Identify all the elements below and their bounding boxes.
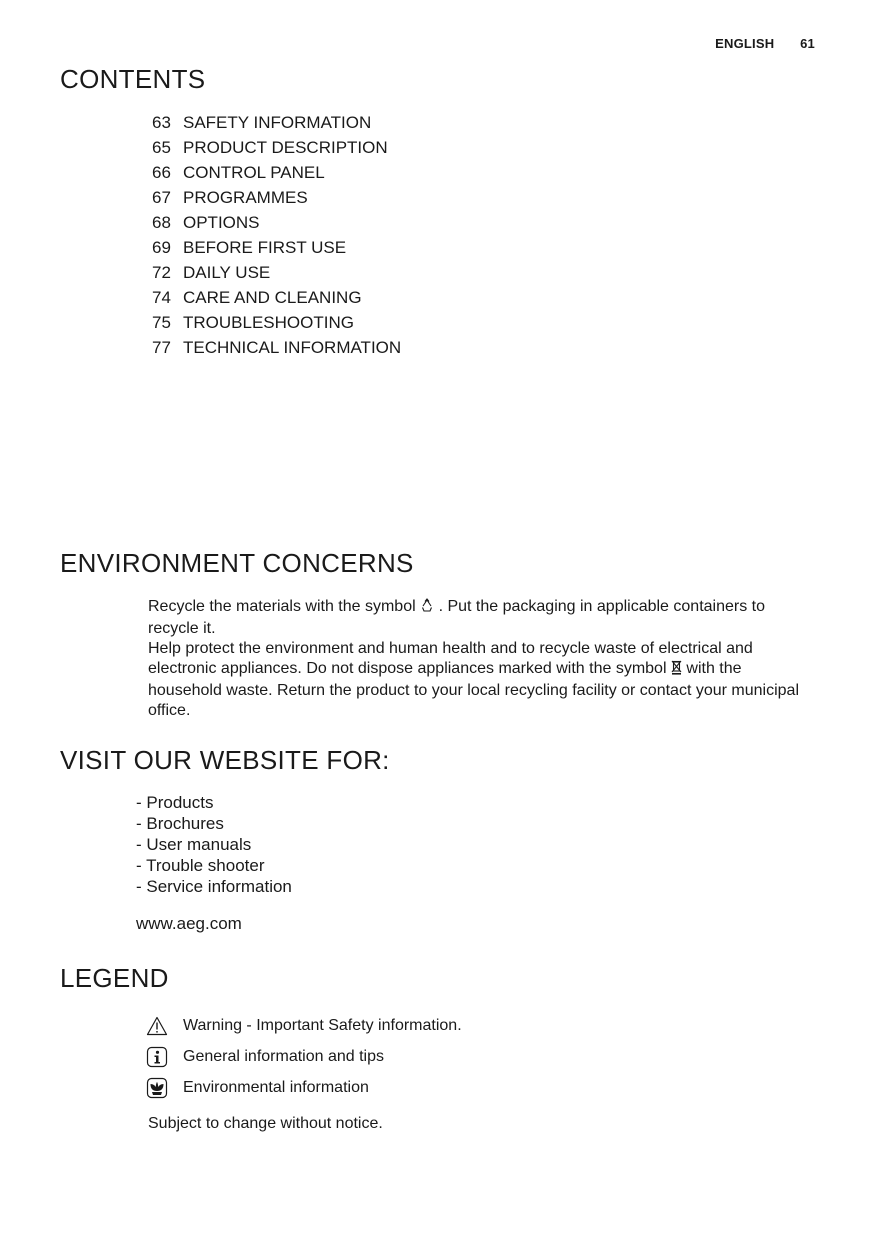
toc-item[interactable] [152, 137, 401, 162]
toc-page: 77 [152, 338, 171, 357]
toc-page: 75 [152, 313, 171, 332]
toc-page: 67 [152, 188, 171, 207]
toc-item[interactable] [152, 337, 401, 362]
toc-item[interactable] [152, 187, 401, 212]
crossed-bin-icon [671, 659, 682, 681]
toc-label: BEFORE FIRST USE [183, 238, 347, 257]
environment-icon [146, 1077, 168, 1099]
toc-item[interactable] [152, 312, 401, 337]
toc-label: PROGRAMMES [183, 188, 308, 207]
list-item: - Trouble shooter [136, 856, 265, 875]
toc-item[interactable] [152, 212, 401, 237]
toc-item[interactable] [152, 262, 401, 287]
legend-text: General information and tips [183, 1047, 384, 1065]
contents-list [152, 112, 401, 362]
list-item: - Products [136, 793, 214, 812]
environment-text-2b: with the household waste. Return the product to your local recycling facility or contact your municipal office. [148, 660, 799, 719]
legend-text: Environmental information [183, 1078, 369, 1096]
toc-label: TECHNICAL INFORMATION [183, 338, 402, 357]
environment-title: ENVIRONMENT CONCERNS [60, 548, 414, 578]
list-item: - Brochures [136, 814, 224, 833]
toc-item[interactable] [152, 162, 401, 187]
legend-list [146, 1010, 462, 1103]
toc-page: 63 [152, 113, 171, 132]
toc-page: 74 [152, 288, 171, 307]
toc-label: TROUBLESHOOTING [183, 313, 354, 332]
legend-item [146, 1010, 462, 1041]
environment-text [148, 597, 813, 721]
environment-text-1a: Recycle the materials with the symbol [148, 598, 416, 615]
language-label: ENGLISH [715, 36, 775, 51]
toc-item[interactable] [152, 287, 401, 312]
contents-title: CONTENTS [60, 64, 206, 94]
website-list [136, 792, 292, 897]
legend-title: LEGEND [60, 963, 169, 993]
list-item: - Service information [136, 877, 292, 896]
recycle-icon [420, 598, 434, 619]
legend-item [146, 1041, 462, 1072]
toc-item[interactable] [152, 112, 401, 137]
warning-icon [146, 1015, 168, 1037]
toc-label: PRODUCT DESCRIPTION [183, 138, 388, 157]
toc-label: OPTIONS [183, 213, 260, 232]
page-header [715, 36, 815, 51]
environment-text-2a: Help protect the environment and human health and to recycle waste of electrical and electronic appliances. Do not dispose appliances marked with the symbol [148, 640, 753, 677]
website-url[interactable]: www.aeg.com [136, 914, 242, 933]
website-title: VISIT OUR WEBSITE FOR: [60, 745, 390, 775]
toc-page: 72 [152, 263, 171, 282]
environment-text-1b: . Put the packaging in applicable containers to recycle it. [148, 598, 765, 637]
toc-label: CARE AND CLEANING [183, 288, 362, 307]
toc-label: CONTROL PANEL [183, 163, 325, 182]
page-number: 61 [800, 36, 815, 51]
toc-item[interactable] [152, 237, 401, 262]
info-icon [146, 1046, 168, 1068]
toc-label: DAILY USE [183, 263, 271, 282]
list-item: - User manuals [136, 835, 252, 854]
toc-page: 65 [152, 138, 171, 157]
toc-page: 66 [152, 163, 171, 182]
legend-item [146, 1072, 462, 1103]
toc-page: 68 [152, 213, 171, 232]
toc-label: SAFETY INFORMATION [183, 113, 372, 132]
legend-text: Warning - Important Safety information. [183, 1016, 462, 1034]
toc-page: 69 [152, 238, 171, 257]
change-notice: Subject to change without notice. [148, 1115, 383, 1132]
